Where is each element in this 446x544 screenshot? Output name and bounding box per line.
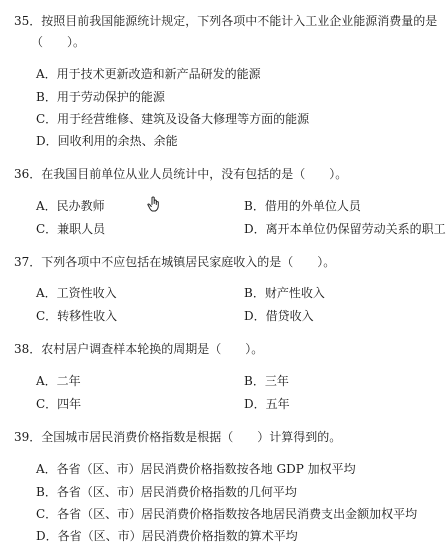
question-37-option-b: B．财产性收入 bbox=[244, 286, 325, 300]
question-38-option-c: C．四年 bbox=[36, 397, 82, 411]
question-37-option-c: C．转移性收入 bbox=[36, 309, 118, 323]
question-37-option-d: D．借贷收入 bbox=[244, 309, 314, 323]
question-35-option-a: A．用于技术更新改造和新产品研发的能源 bbox=[36, 67, 261, 81]
question-37-option-a: A．工资性收入 bbox=[36, 286, 117, 300]
question-36-option-c: C．兼职人员 bbox=[36, 222, 106, 236]
question-38-option-a: A．二年 bbox=[36, 374, 81, 388]
question-35-option-d: D．回收利用的余热、余能 bbox=[36, 134, 178, 148]
question-39-option-c: C．各省（区、市）居民消费价格指数按各地居民消费支出金额加权平均 bbox=[36, 507, 418, 521]
question-39-option-b: B．各省（区、市）居民消费价格指数的几何平均 bbox=[36, 485, 297, 499]
question-36-stem: 36．在我国目前单位从业人员统计中，没有包括的是（ ）。 bbox=[14, 167, 348, 181]
question-38-option-b: B．三年 bbox=[244, 374, 289, 388]
question-38-stem: 38．农村居户调查样本轮换的周期是（ ）。 bbox=[14, 342, 264, 356]
hand-cursor-icon bbox=[147, 196, 161, 212]
question-36-option-b: B．借用的外单位人员 bbox=[244, 199, 361, 213]
question-35-option-b: B．用于劳动保护的能源 bbox=[36, 90, 165, 104]
question-39-option-d: D．各省（区、市）居民消费价格指数的算术平均 bbox=[36, 529, 298, 543]
question-38-option-d: D．五年 bbox=[244, 397, 290, 411]
question-37-stem: 37．下列各项中不应包括在城镇居民家庭收入的是（ ）。 bbox=[14, 255, 336, 269]
question-35-option-c: C．用于经营维修、建筑及设备大修理等方面的能源 bbox=[36, 112, 310, 126]
question-36-option-d: D．离开本单位仍保留劳动关系的职工 bbox=[244, 222, 446, 236]
question-39-stem: 39．全国城市居民消费价格指数是根据（ ）计算得到的。 bbox=[14, 430, 342, 444]
question-39-option-a: A．各省（区、市）居民消费价格指数按各地 GDP 加权平均 bbox=[36, 462, 356, 476]
question-35-stem-cont: （ ）。 bbox=[31, 35, 86, 49]
question-36-option-a: A．民办教师 bbox=[36, 199, 105, 213]
question-35-stem: 35．按照目前我国能源统计规定，下列各项中不能计入工业企业能源消费量的是 bbox=[14, 14, 438, 28]
